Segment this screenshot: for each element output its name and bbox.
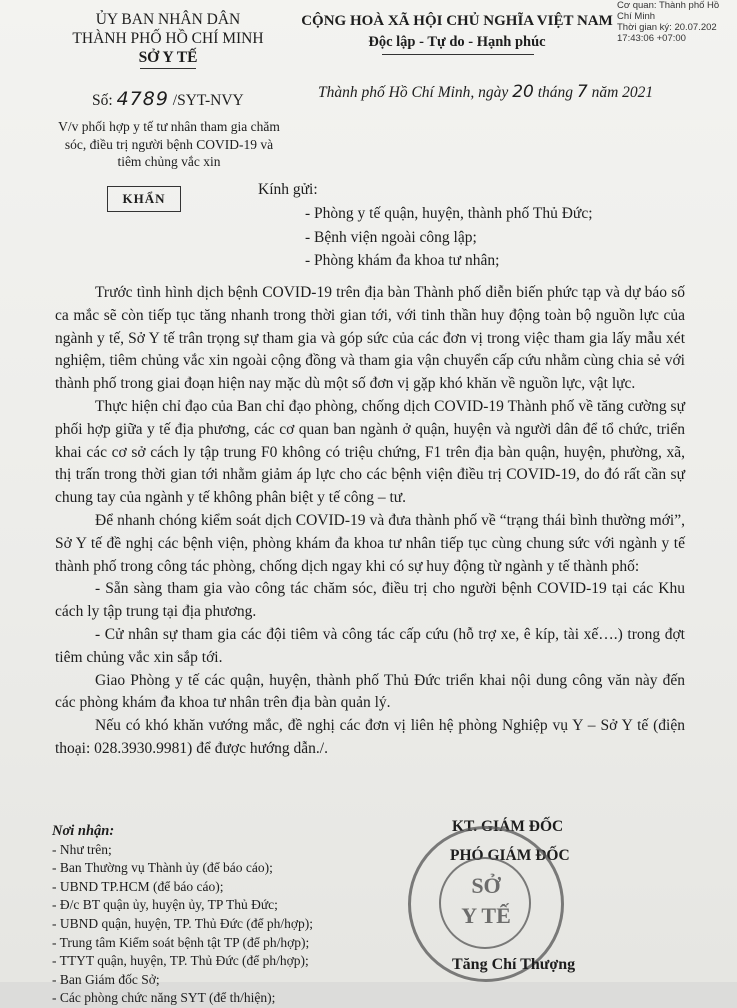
body-paragraph-7: Nếu có khó khăn vướng mắc, đề nghị các đơn vị liên hệ phòng Nghiệp vụ Y – Sở Y tế (điện thoại: 028.3930.9981) để được hướng dẫn./. xyxy=(55,717,685,757)
signature-info-line: Chí Minh xyxy=(617,11,656,22)
recipient-item: - TTYT quận, huyện, TP. Thủ Đức (để ph/hợp); xyxy=(52,953,309,969)
signature-info-line: Thời gian ký: 20.07.202 xyxy=(617,22,717,33)
body-paragraph-3: Để nhanh chóng kiểm soát dịch COVID-19 và đưa thành phố về “trạng thái bình thường mới”, Sở Y tế đề nghị các bệnh viện, phòng khám đa khoa tư nhân tiếp tục cùng chung sức với ngành y tế thành phố trong công tác phòng, chống dịch ngay khi có sự huy động từ ngành y tế thành phố: xyxy=(55,511,685,575)
date-year: năm 2021 xyxy=(591,84,654,101)
signature-info-line: Cơ quan: Thành phố Hồ xyxy=(617,0,720,11)
kt-prefix: KT. xyxy=(452,818,478,835)
addressee-list xyxy=(305,202,593,273)
motto-underline xyxy=(382,54,534,55)
addressee-item xyxy=(305,202,593,226)
greeting: Kính gửi: xyxy=(258,181,318,198)
recipient-item: - Như trên; xyxy=(52,841,112,857)
national-title: CỘNG HOÀ XÃ HỘI CHỦ NGHĨA VIỆT NAM xyxy=(301,13,613,29)
bullet: - xyxy=(305,228,315,246)
recipient-item: - UBND TP.HCM (để báo cáo); xyxy=(52,878,224,894)
document-number xyxy=(92,88,244,110)
signer-name: Tăng Chí Thượng xyxy=(452,956,576,973)
recipients-block xyxy=(52,822,313,1008)
addressee-text: Phòng khám đa khoa tư nhân; xyxy=(314,252,500,269)
bullet: - xyxy=(305,252,315,269)
seal-line-2: Y TẾ xyxy=(461,903,511,928)
recipients-title: Nơi nhận: xyxy=(52,823,115,839)
document-date xyxy=(318,82,653,102)
body-paragraph-5: - Cử nhân sự tham gia các đội tiêm và công tác cấp cứu (hỗ trợ xe, ê kíp, tài xế….) trong đợt tiêm chủng vắc xin sắp tới. xyxy=(55,625,685,666)
date-day: 20 xyxy=(512,82,534,102)
issuing-agency xyxy=(52,10,284,67)
agency-underline xyxy=(140,68,196,69)
document-subject: V/v phối hợp y tế tư nhân tham gia chăm sóc, điều trị người bệnh COVID-19 và tiêm chủng vắc xin xyxy=(58,119,280,169)
national-motto: Độc lập - Tự do - Hạnh phúc xyxy=(368,34,546,50)
body-paragraph-6: Giao Phòng y tế các quận, huyện, thành phố Thủ Đức triển khai nội dung công văn này đến các phòng khám đa khoa tư nhân trên địa bàn quản lý. xyxy=(55,671,685,712)
addressee-item xyxy=(305,226,593,250)
number-prefix: Số: xyxy=(92,92,113,109)
date-month-label: tháng xyxy=(537,84,574,101)
agency-line-2: THÀNH PHỐ HỒ CHÍ MINH xyxy=(72,30,264,47)
signature-info-line: 17:43:06 +07:00 xyxy=(617,33,686,44)
date-month: 7 xyxy=(576,82,588,102)
document-body xyxy=(55,282,685,761)
body-paragraph-4: - Sẵn sàng tham gia vào công tác chăm sóc, điều trị cho người bệnh COVID-19 tại các Khu cách ly tập trung tại địa phương. xyxy=(55,580,685,621)
urgency-badge: KHẨN xyxy=(107,186,181,212)
body-paragraph-1: Trước tình hình dịch bệnh COVID-19 trên địa bàn Thành phố diễn biến phức tạp và dự báo số ca mắc sẽ còn tiếp tục tăng nhanh trong thời gian tới, với tinh thần huy động toàn bộ nguồn lực của ngành y tế, Sở Y tế trân trọng sự tham gia và góp sức của các đơn vị trong việc tham gia lấy mẫu xét nghiệm, tiêm chủng vắc xin ngoài cộng đồng và tham gia vận chuyển cấp cứu nhằm cùng chia sẻ với thành phố trong giai đoạn hiện nay mặc dù một số đơn vị gặp khó khăn về nguồn lực, vật lực. xyxy=(55,284,685,393)
seal-line-1: SỞ xyxy=(471,873,501,898)
recipient-item: - Ban Giám đốc Sở; xyxy=(52,971,160,987)
body-paragraph-2: Thực hiện chỉ đạo của Ban chỉ đạo phòng, chống dịch COVID-19 Thành phố về tăng cường sự phối hợp giữa y tế địa phương, các cơ quan ban ngành ở quận, huyện và người dân để tổ chức, triển khai các cơ sở cách ly tập trung F0 không có triệu chứng, F1 trên địa bàn quận, huyện, phường, xã, thị trấn trong thời gian tới nhằm giảm áp lực cho các bệnh viện điều trị COVID-19, do đó rất cần sự chung tay của ngành y tế không phân biệt y tế công – tư. xyxy=(55,397,685,507)
addressee-text: Phòng y tế quận, huyện, thành phố Thủ Đức; xyxy=(314,205,593,222)
title-director: GIÁM ĐỐC xyxy=(481,818,564,835)
bullet: - xyxy=(305,205,315,222)
seal-text xyxy=(411,871,561,931)
recipient-item: - Trung tâm Kiểm soát bệnh tật TP (để ph/hợp); xyxy=(52,934,310,950)
signature-title-2: PHÓ GIÁM ĐỐC xyxy=(450,847,570,864)
agency-line-1: ỦY BAN NHÂN DÂN xyxy=(95,11,241,28)
addressee-text: Bệnh viện ngoài công lập; xyxy=(314,228,477,246)
recipient-item: - UBND quận, huyện, TP. Thủ Đức (để ph/hợp); xyxy=(52,915,314,931)
digital-signature-info xyxy=(617,0,737,44)
recipient-item: - Các phòng chức năng SYT (để th/hiện); xyxy=(52,990,276,1006)
addressee-item xyxy=(305,249,593,273)
agency-line-3: SỞ Y TẾ xyxy=(138,49,198,66)
recipient-item: - Đ/c BT quận ủy, huyện ủy, TP Thủ Đức; xyxy=(52,897,278,913)
recipient-item: - Ban Thường vụ Thành ủy (để báo cáo); xyxy=(52,860,273,876)
number-suffix: /SYT-NVY xyxy=(172,92,244,109)
date-prefix: Thành phố Hồ Chí Minh, ngày xyxy=(318,84,509,101)
number-handwritten: 4789 xyxy=(116,88,169,110)
